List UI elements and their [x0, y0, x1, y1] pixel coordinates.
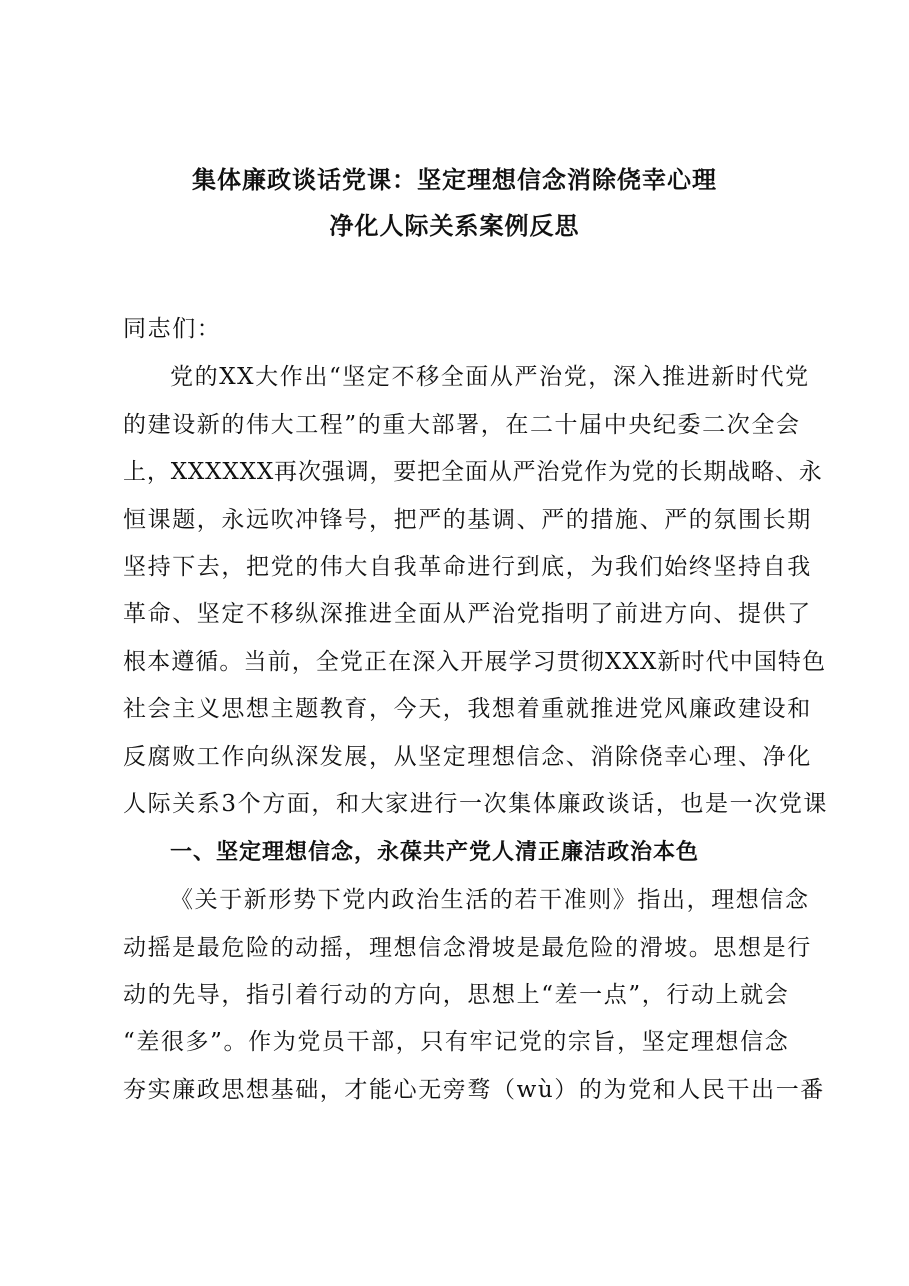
paragraph-line: 人际关系3个方面，和大家进行一次集体廉政谈话，也是一次党课 [123, 791, 829, 817]
paragraph-line: 夯实廉政思想基础，才能心无旁骛（wù）的为党和人民干出一番 [123, 1077, 825, 1103]
document-title-line2: 净化人际关系案例反思 [329, 212, 580, 240]
paragraph-line: 动的先导，指引着行动的方向，思想上“差一点”，行动上就会 [123, 982, 790, 1008]
paragraph-line: 动摇是最危险的动摇，理想信念滑坡是最危险的滑坡。思想是行 [123, 935, 812, 961]
paragraph-line: 革命、坚定不移纵深推进全面从严治党指明了前进方向、提供了 [123, 601, 812, 627]
paragraph-line: 反腐败工作向纵深发展，从坚定理想信念、消除侥幸心理、净化 [123, 744, 812, 770]
paragraph-line: 上，XXXXXX再次强调，要把全面从严治党作为党的长期战略、永 [123, 459, 823, 485]
paragraph-line: 根本遵循。当前，全党正在深入开展学习贯彻XXX新时代中国特色 [123, 649, 827, 675]
paragraph-line: 坚持下去，把党的伟大自我革命进行到底，为我们始终坚持自我 [123, 554, 812, 580]
paragraph-line: 《关于新形势下党内政治生活的若干准则》指出，理想信念 [170, 887, 810, 913]
paragraph-line: 恒课题，永远吹冲锋号，把严的基调、严的措施、严的氛围长期 [123, 507, 812, 533]
paragraph-line: 党的XX大作出“坚定不移全面从严治党，深入推进新时代党 [170, 364, 810, 390]
paragraph-line: 的建设新的伟大工程”的重大部署，在二十届中央纪委二次全会 [123, 412, 801, 438]
paragraph-line: 社会主义思想主题教育，今天，我想着重就推进党风廉政建设和 [123, 696, 812, 722]
salutation: 同志们： [123, 316, 222, 342]
document-title-line1: 集体廉政谈话党课：坚定理想信念消除侥幸心理 [192, 166, 717, 194]
paragraph-line: “差很多”。作为党员干部，只有牢记党的宗旨，坚定理想信念 [123, 1029, 790, 1055]
section-heading: 一、坚定理想信念，永葆共产党人清正廉洁政治本色 [170, 840, 700, 865]
